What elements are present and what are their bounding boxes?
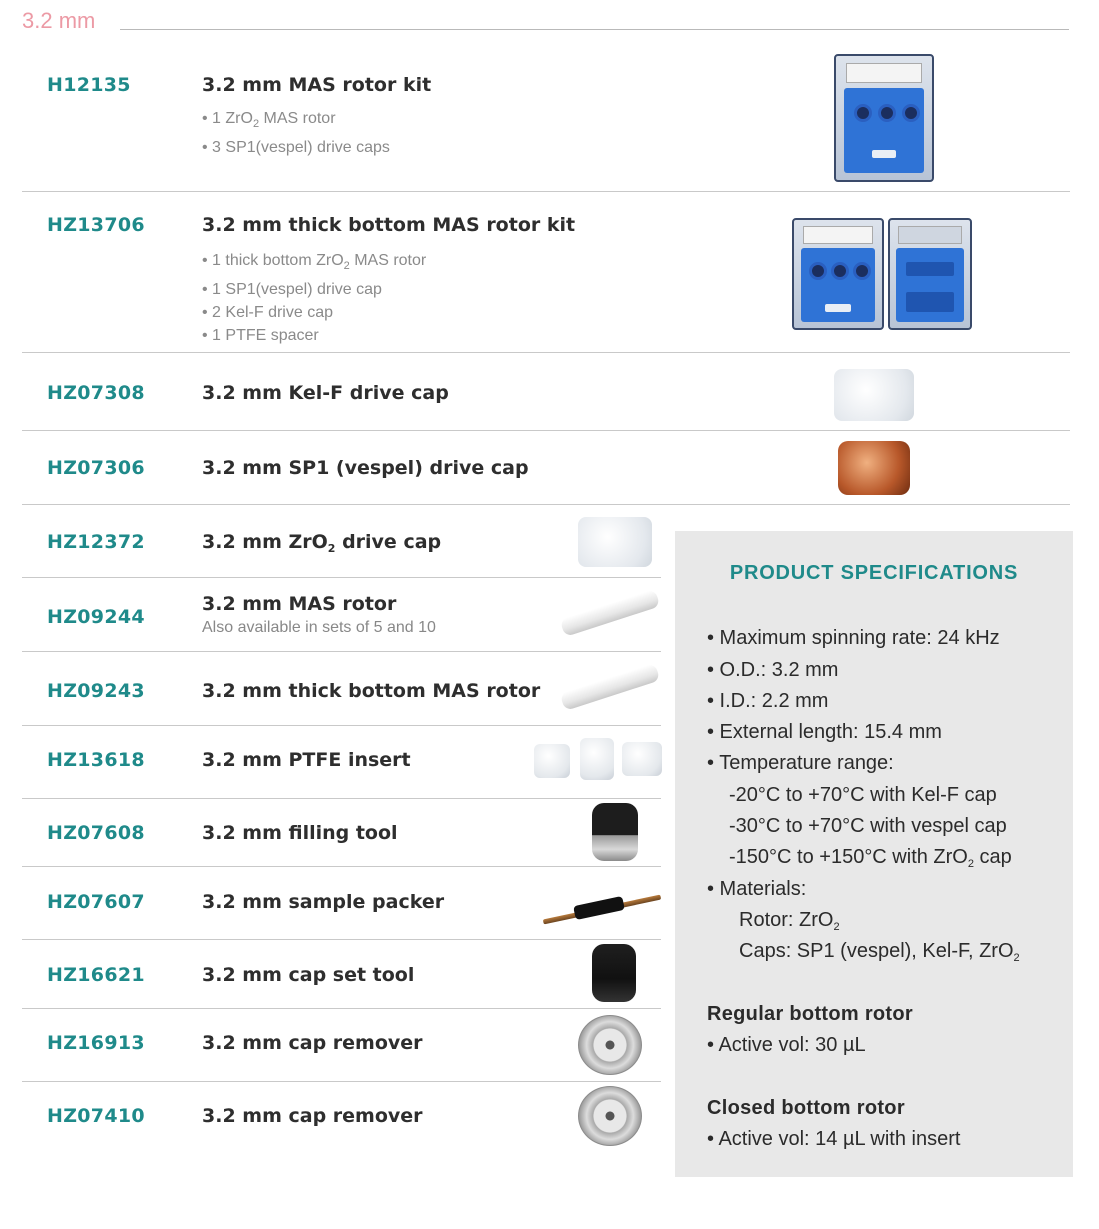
kit-item: • 2 Kel-F drive cap — [202, 304, 333, 321]
section-title: 3.2 mm — [22, 8, 96, 33]
product-code: HZ13706 — [47, 214, 145, 236]
product-name: 3.2 mm ZrO$_2$ drive cap — [202, 531, 442, 555]
kit-item: • 1 PTFE spacer — [202, 327, 319, 344]
sample-packer-icon — [573, 896, 625, 920]
spec-id: • I.D.: 2.2 mm — [707, 690, 829, 712]
spec-rotor-material: Rotor: ZrO$_2$ — [739, 909, 840, 933]
product-row-hz16913 — [22, 1009, 661, 1082]
insert-icon — [534, 744, 570, 778]
spec-closed-volume: • Active vol: 14 µL with insert — [707, 1128, 961, 1150]
cap-remover-icon — [578, 1086, 642, 1146]
product-specifications-panel — [675, 531, 1073, 1177]
product-row-h12135 — [22, 40, 1070, 192]
product-code: H12135 — [47, 74, 131, 96]
spec-regular-rotor-heading: Regular bottom rotor — [707, 1003, 913, 1025]
cap-set-tool-icon — [592, 944, 636, 1002]
rotor-kit-box-icon — [888, 218, 972, 330]
product-name: 3.2 mm MAS rotor kit — [202, 74, 432, 96]
product-name: 3.2 mm Kel-F drive cap — [202, 382, 449, 404]
product-code: HZ09243 — [47, 680, 145, 702]
drive-cap-icon — [838, 441, 910, 495]
cap-remover-icon — [578, 1015, 642, 1075]
spec-regular-volume: • Active vol: 30 µL — [707, 1034, 866, 1056]
kit-item: • 1 ZrO$_2$ MAS rotor — [202, 110, 336, 130]
product-name: 3.2 mm PTFE insert — [202, 749, 411, 771]
product-name: 3.2 mm cap set tool — [202, 964, 415, 986]
product-code: HZ07608 — [47, 822, 145, 844]
section-rule — [120, 29, 1069, 30]
product-row-hz09243 — [22, 652, 661, 726]
rotor-kit-box-icon — [792, 218, 884, 330]
product-name: 3.2 mm sample packer — [202, 891, 445, 913]
spec-title: PRODUCT SPECIFICATIONS — [729, 562, 1019, 584]
product-code: HZ16913 — [47, 1032, 145, 1054]
kit-item: • 1 thick bottom ZrO$_2$ MAS rotor — [202, 252, 427, 272]
rotor-kit-box-icon — [834, 54, 934, 182]
spec-caps-material: Caps: SP1 (vespel), Kel-F, ZrO$_2$ — [739, 940, 1020, 964]
product-row-hz07607 — [22, 867, 661, 940]
product-row-hz13706 — [22, 192, 1070, 353]
spec-length: • External length: 15.4 mm — [707, 721, 942, 743]
rotor-tube-icon — [560, 589, 661, 637]
insert-icon — [622, 742, 662, 776]
spec-temperature-label: • Temperature range: — [707, 752, 894, 774]
spec-temp-vespel: -30°C to +70°C with vespel cap — [729, 815, 1007, 837]
spec-temp-kelf: -20°C to +70°C with Kel-F cap — [729, 784, 997, 806]
kit-contents — [202, 249, 426, 347]
spec-temp-zro: -150°C to +150°C with ZrO$_2$ cap — [729, 846, 1012, 870]
spec-od: • O.D.: 3.2 mm — [707, 659, 839, 681]
product-code: HZ07410 — [47, 1105, 145, 1127]
product-code: HZ12372 — [47, 531, 145, 553]
kit-contents — [202, 107, 390, 159]
product-code: HZ07607 — [47, 891, 145, 913]
product-code: HZ07306 — [47, 457, 145, 479]
product-name: 3.2 mm MAS rotor — [202, 593, 397, 615]
kit-item: • 3 SP1(vespel) drive caps — [202, 139, 390, 156]
product-row-hz12372 — [22, 505, 661, 578]
spec-spinning-rate: • Maximum spinning rate: 24 kHz — [707, 627, 1000, 649]
product-note: Also available in sets of 5 and 10 — [202, 619, 436, 636]
filling-tool-icon — [592, 803, 638, 861]
product-row-hz16621 — [22, 940, 661, 1009]
kit-item: • 1 SP1(vespel) drive cap — [202, 281, 382, 298]
product-name: 3.2 mm thick bottom MAS rotor — [202, 680, 541, 702]
product-row-hz09244 — [22, 578, 661, 652]
product-row-hz07608 — [22, 799, 661, 867]
product-code: HZ09244 — [47, 606, 145, 628]
product-code: HZ16621 — [47, 964, 145, 986]
drive-cap-icon — [578, 517, 652, 567]
product-name: 3.2 mm SP1 (vespel) drive cap — [202, 457, 529, 479]
product-row-hz07308 — [22, 353, 1070, 431]
drive-cap-icon — [834, 369, 914, 421]
spec-closed-rotor-heading: Closed bottom rotor — [707, 1097, 905, 1119]
spec-materials-label: • Materials: — [707, 878, 807, 900]
rotor-tube-icon — [560, 663, 661, 711]
product-code: HZ07308 — [47, 382, 145, 404]
product-name: 3.2 mm filling tool — [202, 822, 398, 844]
product-name: 3.2 mm thick bottom MAS rotor kit — [202, 214, 576, 236]
product-row-hz07410 — [22, 1082, 661, 1154]
product-row-hz07306 — [22, 431, 1070, 505]
product-code: HZ13618 — [47, 749, 145, 771]
product-row-hz13618 — [22, 726, 661, 799]
insert-icon — [580, 738, 614, 780]
product-name: 3.2 mm cap remover — [202, 1105, 423, 1127]
product-name: 3.2 mm cap remover — [202, 1032, 423, 1054]
